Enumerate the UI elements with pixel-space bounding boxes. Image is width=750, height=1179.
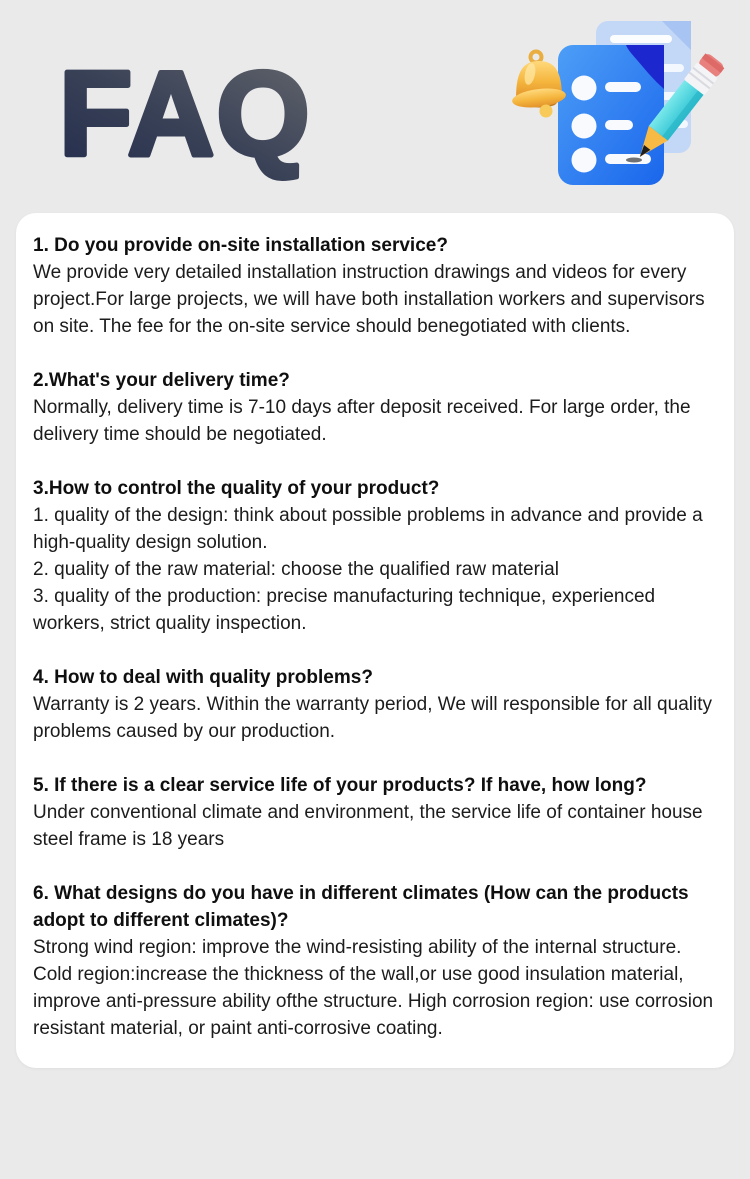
clipboard-list-icon (558, 45, 664, 185)
faq-question: 6. What designs do you have in different climates (How can the products adopt to different climates)? (33, 883, 689, 931)
faq-question: 3.How to control the quality of your product? (33, 478, 440, 499)
faq-question: 5. If there is a clear service life of your products? If have, how long? (33, 775, 647, 796)
faq-item (33, 475, 718, 637)
faq-answer-block (33, 394, 718, 448)
page-title-faq (56, 50, 406, 185)
faq-answer: 1. quality of the design: think about possible problems in advance and provide a high-quality design solution. (33, 505, 703, 553)
faq-answer-block (33, 691, 718, 745)
faq-answer-block (33, 799, 718, 853)
faq-answer-block (33, 502, 718, 637)
faq-answer: Strong wind region: improve the wind-resisting ability of the internal structure. Cold region:increase the thickness of the wall,or use good insulation material, improve anti-pressure ability ofthe structure. High corrosion region: use corrosion resistant material, or paint anti-corrosive coating. (33, 937, 714, 1039)
page-title: FAQ (59, 50, 312, 181)
faq-answer: Normally, delivery time is 7-10 days after deposit received. For large order, the delivery time should be negotiated. (33, 397, 691, 445)
faq-answer: 2. quality of the raw material: choose the qualified raw material (33, 559, 559, 580)
faq-answer: 3. quality of the production: precise manufacturing technique, experienced workers, strict quality inspection. (33, 586, 656, 634)
faq-item (33, 772, 718, 853)
faq-answer: Warranty is 2 years. Within the warranty period, We will responsible for all quality problems caused by our production. (33, 694, 712, 742)
faq-card (16, 213, 734, 1068)
faq-question: 2.What's your delivery time? (33, 370, 290, 391)
faq-item (33, 880, 718, 1042)
faq-answer: We provide very detailed installation instruction drawings and videos for every project.For large projects, we will have both installation workers and supervisors on site. The fee for the on-site service should benegotiated with clients. (33, 262, 705, 337)
faq-item (33, 664, 718, 745)
faq-header (0, 0, 750, 213)
faq-question: 4. How to deal with quality problems? (33, 667, 373, 688)
faq-item (33, 367, 718, 448)
faq-answer: Under conventional climate and environment, the service life of container house steel frame is 18 years (33, 802, 703, 850)
faq-answer-block (33, 934, 718, 1042)
pencil-mark (626, 158, 642, 163)
faq-answer-block (33, 259, 718, 340)
faq-item (33, 232, 718, 340)
faq-clipboard-bell-pencil-icon (510, 8, 742, 194)
faq-question: 1. Do you provide on-site installation service? (33, 235, 448, 256)
